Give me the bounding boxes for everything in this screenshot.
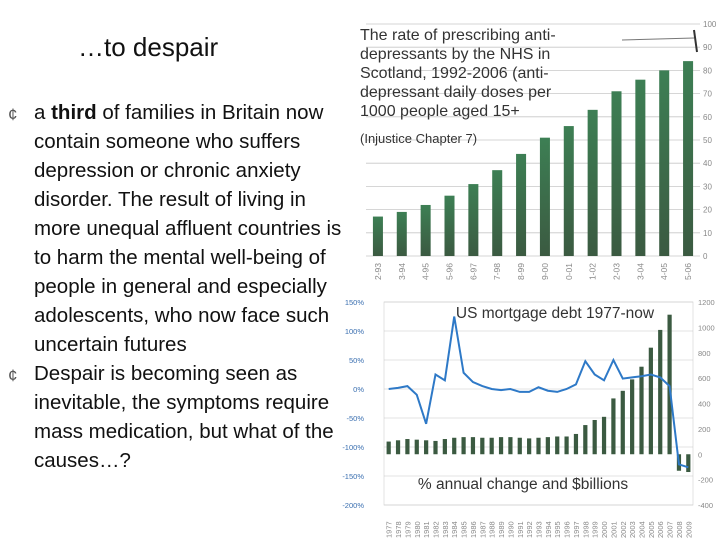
x-tick-label: 2000	[600, 521, 610, 538]
y-right-tick-label: 400	[698, 399, 711, 409]
bar	[415, 440, 419, 455]
x-tick-label: 5-06	[683, 262, 694, 280]
bullet-text-part: a	[34, 101, 52, 124]
bar	[536, 438, 540, 454]
bar	[480, 438, 484, 454]
y-tick-label: 100	[703, 20, 717, 29]
chart-title-line: 1000 people aged 15+	[360, 103, 520, 120]
y-left-tick-label: 50%	[348, 356, 364, 365]
x-tick-label: 2008	[674, 521, 684, 538]
bar	[461, 437, 465, 454]
x-tick-label: 2006	[656, 521, 666, 538]
x-tick-label: 2001	[609, 521, 619, 538]
bar	[527, 438, 531, 454]
y-right-tick-label: -200	[698, 475, 714, 485]
bar	[583, 425, 587, 454]
x-tick-label: 4-05	[659, 262, 670, 280]
y-left-tick-label: -100%	[342, 443, 364, 452]
x-tick-label: 3-04	[635, 262, 646, 280]
bar	[686, 454, 690, 472]
y-tick-label: 70	[703, 89, 712, 99]
x-tick-label: 2007	[665, 521, 675, 538]
bar	[555, 436, 559, 454]
x-tick-label: 1995	[553, 521, 563, 538]
y-tick-label: 90	[703, 43, 712, 53]
x-tick-label: 4-95	[420, 262, 431, 280]
x-tick-label: 1989	[497, 521, 507, 538]
x-tick-label: 1988	[487, 521, 497, 538]
bullet-text-part: Despair is becoming seen as inevitable, the symptoms require mass medication, but what of the causes…?	[34, 362, 334, 472]
bar	[602, 417, 606, 454]
y-tick-label: 50	[703, 136, 712, 145]
y-right-tick-label: 1200	[698, 298, 715, 307]
x-tick-label: 1994	[543, 521, 553, 538]
x-tick-label: 1990	[506, 521, 516, 538]
x-tick-label: 1977	[384, 521, 394, 538]
x-tick-label: 1-02	[587, 262, 598, 280]
bar	[471, 437, 475, 454]
x-tick-label: 3-94	[396, 262, 407, 280]
x-tick-label: 2009	[684, 521, 694, 538]
bullet-marker-icon: ¢	[8, 105, 18, 124]
x-tick-label: 2-03	[611, 262, 622, 280]
x-tick-label: 1992	[525, 521, 535, 538]
bar	[443, 439, 447, 454]
x-tick-label: 1996	[562, 521, 572, 538]
slide-title: …to despair	[78, 32, 219, 62]
chart-title-line: Scotland, 1992-2006 (anti-	[360, 65, 549, 82]
y-tick-label: 40	[703, 159, 712, 169]
bar	[499, 437, 503, 454]
x-tick-label: 1980	[412, 521, 422, 538]
x-tick-label: 1998	[581, 521, 591, 538]
chart-title: US mortgage debt 1977-now	[455, 305, 655, 322]
bar	[621, 391, 625, 454]
bar	[518, 438, 522, 454]
x-tick-label: 2004	[637, 521, 647, 538]
x-tick-label: 1982	[431, 521, 441, 538]
x-tick-label: 8-99	[516, 262, 527, 280]
x-tick-label: 2005	[646, 521, 656, 538]
chart-title-line: depressant daily doses per	[360, 84, 552, 101]
y-right-tick-label: 1000	[698, 323, 715, 333]
y-tick-label: 60	[703, 112, 712, 122]
bar	[611, 398, 615, 454]
bar	[405, 439, 409, 454]
y-tick-label: 0	[703, 252, 708, 261]
bar	[490, 438, 494, 454]
x-tick-label: 2003	[628, 521, 638, 538]
chart-caption: % annual change and $billions	[417, 476, 629, 493]
bullet-marker-icon: ¢	[8, 366, 18, 385]
x-tick-label: 1984	[450, 521, 460, 538]
y-right-tick-label: -400	[698, 501, 714, 510]
x-tick-label: 1997	[571, 521, 581, 538]
x-tick-label: 1999	[590, 521, 600, 538]
y-tick-label: 20	[703, 205, 712, 215]
x-tick-label: 1993	[534, 521, 544, 538]
y-left-tick-label: -200%	[342, 501, 364, 510]
bar	[639, 367, 643, 455]
y-right-tick-label: 800	[698, 348, 711, 358]
y-tick-label: 30	[703, 182, 712, 192]
y-left-tick-label: 100%	[344, 327, 364, 336]
x-tick-label: 2002	[618, 521, 628, 538]
x-tick-label: 1983	[440, 521, 450, 538]
x-tick-label: 5-96	[444, 262, 455, 280]
y-right-tick-label: 200	[698, 424, 711, 434]
bullet-text-part-bold: third	[51, 101, 97, 124]
bar	[658, 330, 662, 454]
bar	[508, 437, 512, 454]
x-tick-label: 6-97	[468, 262, 479, 280]
y-right-tick-label: 600	[698, 374, 711, 384]
x-tick-label: 9-00	[539, 262, 550, 280]
x-tick-label: 1979	[403, 521, 413, 538]
y-right-tick-label: 0	[698, 450, 703, 460]
y-left-tick-label: 150%	[344, 298, 364, 307]
bar	[593, 420, 597, 454]
x-tick-label: 1985	[459, 521, 469, 538]
bar	[564, 436, 568, 454]
x-tick-label: 2-93	[372, 262, 383, 280]
chart-subtitle: (Injustice Chapter 7)	[360, 131, 478, 146]
bar	[649, 348, 653, 455]
x-tick-label: 1981	[422, 521, 432, 538]
bar	[630, 379, 634, 454]
x-tick-label: 1986	[468, 521, 478, 538]
bar	[452, 438, 456, 454]
bar	[387, 442, 391, 455]
y-left-tick-label: -50%	[346, 414, 364, 423]
y-tick-label: 10	[703, 228, 712, 238]
y-tick-label: 80	[703, 66, 712, 76]
x-tick-label: 1987	[478, 521, 488, 538]
x-tick-label: 1978	[394, 521, 404, 538]
x-tick-label: 0-01	[563, 262, 574, 280]
bar	[546, 437, 550, 454]
bar	[574, 434, 578, 454]
x-tick-label: 7-98	[492, 262, 503, 280]
y-left-tick-label: -150%	[342, 472, 364, 481]
chart-title-line: The rate of prescribing anti-	[360, 27, 556, 44]
x-tick-label: 1991	[515, 521, 525, 538]
chart-title-line: depressants by the NHS in	[360, 46, 551, 63]
bar	[424, 440, 428, 454]
bar	[396, 440, 400, 454]
y-left-tick-label: 0%	[353, 385, 364, 394]
bullet-text-part: of families in Britain now contain someone who suffers depression or chronic anxiety disorder. The result of living in more unequal affluent countries is to harm the mental well-being of people in general and especially adolescents, who now face such uncertain futures	[34, 101, 342, 356]
bar	[433, 441, 437, 454]
